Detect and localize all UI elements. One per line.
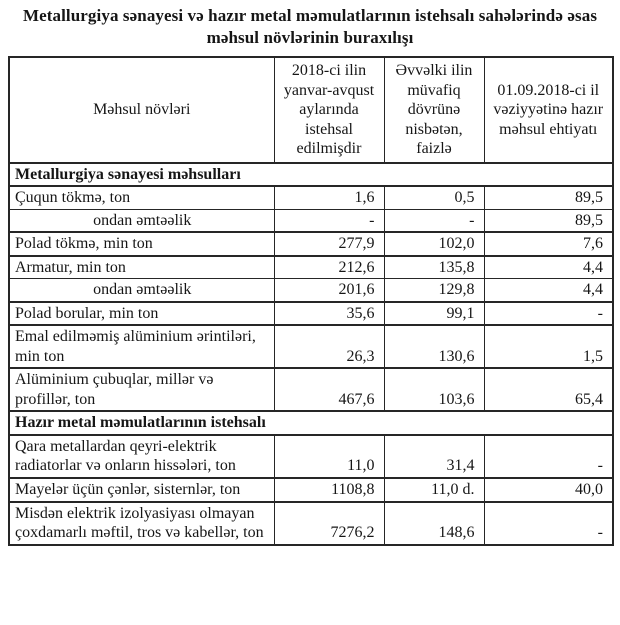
column-header-percent-vs-previous-year: Əvvəlki ilin müvafiq dövrünə nisbətən, faizlə — [384, 57, 484, 163]
value-cell: 40,0 — [484, 478, 613, 502]
value-cell: 99,1 — [384, 302, 484, 326]
value-cell: 1,5 — [484, 325, 613, 368]
value-cell: 212,6 — [274, 256, 384, 279]
table-row — [9, 325, 613, 368]
table-row — [9, 302, 613, 326]
value-cell: - — [274, 209, 384, 232]
table-row — [9, 368, 613, 411]
product-label-cell: Çuqun tökmə, ton — [9, 186, 274, 209]
value-cell: 11,0 — [274, 435, 384, 478]
table-row — [9, 186, 613, 209]
section-title: Metallurgiya sənayesi məhsulları — [9, 163, 613, 187]
section-header-row — [9, 411, 613, 435]
value-cell: 4,4 — [484, 279, 613, 302]
table-header — [9, 57, 613, 163]
value-cell: 103,6 — [384, 368, 484, 411]
product-label-cell: ondan əmtəəlik — [9, 279, 274, 302]
value-cell: 4,4 — [484, 256, 613, 279]
section-title: Hazır metal məmulatlarının istehsalı — [9, 411, 613, 435]
table-body — [9, 163, 613, 545]
value-cell: 89,5 — [484, 186, 613, 209]
product-label-cell: Qara metallardan qeyri-elektrik radiatorlar və onların hissələri, ton — [9, 435, 274, 478]
value-cell: 7,6 — [484, 232, 613, 256]
value-cell: 467,6 — [274, 368, 384, 411]
value-cell: - — [384, 209, 484, 232]
value-cell: 0,5 — [384, 186, 484, 209]
value-cell: 135,8 — [384, 256, 484, 279]
table-row — [9, 502, 613, 545]
table-row — [9, 279, 613, 302]
product-label-cell: Mayelər üçün çənlər, sisternlər, ton — [9, 478, 274, 502]
product-label-cell: Misdən elektrik izolyasiyası olmayan çoxdamarlı məftil, tros və kabellər, ton — [9, 502, 274, 545]
column-header-produced-jan-aug-2018: 2018-ci ilin yanvar-avqust aylarında istehsal edilmişdir — [274, 57, 384, 163]
value-cell: - — [484, 435, 613, 478]
product-label-cell: Polad borular, min ton — [9, 302, 274, 326]
value-cell: 89,5 — [484, 209, 613, 232]
value-cell: 148,6 — [384, 502, 484, 545]
value-cell: 7276,2 — [274, 502, 384, 545]
value-cell: 11,0 d. — [384, 478, 484, 502]
value-cell: - — [484, 502, 613, 545]
value-cell: 129,8 — [384, 279, 484, 302]
value-cell: - — [484, 302, 613, 326]
product-label-cell: Armatur, min ton — [9, 256, 274, 279]
table-row — [9, 232, 613, 256]
table-row — [9, 478, 613, 502]
value-cell: 31,4 — [384, 435, 484, 478]
product-label-cell: Emal edilməmiş alüminium ərintiləri, min ton — [9, 325, 274, 368]
table-row — [9, 435, 613, 478]
product-label-cell: Polad tökmə, min ton — [9, 232, 274, 256]
value-cell: 102,0 — [384, 232, 484, 256]
table-row — [9, 256, 613, 279]
page-title: Metallurgiya sənayesi və hazır metal məmulatlarının istehsalı sahələrində əsas məhsul növlərinin buraxılışı — [22, 6, 598, 48]
product-label-cell: Alüminium çubuqlar, millər və profillər, ton — [9, 368, 274, 411]
column-header-product-types: Məhsul növləri — [9, 57, 274, 163]
table-row — [9, 209, 613, 232]
value-cell: 1,6 — [274, 186, 384, 209]
section-header-row — [9, 163, 613, 187]
value-cell: 277,9 — [274, 232, 384, 256]
value-cell: 35,6 — [274, 302, 384, 326]
column-header-stock-as-of-01-09-2018: 01.09.2018-ci il vəziyyətinə hazır məhsul ehtiyatı — [484, 57, 613, 163]
value-cell: 130,6 — [384, 325, 484, 368]
product-label-cell: ondan əmtəəlik — [9, 209, 274, 232]
value-cell: 26,3 — [274, 325, 384, 368]
production-table — [8, 56, 614, 545]
value-cell: 1108,8 — [274, 478, 384, 502]
value-cell: 201,6 — [274, 279, 384, 302]
value-cell: 65,4 — [484, 368, 613, 411]
header-row — [9, 57, 613, 163]
